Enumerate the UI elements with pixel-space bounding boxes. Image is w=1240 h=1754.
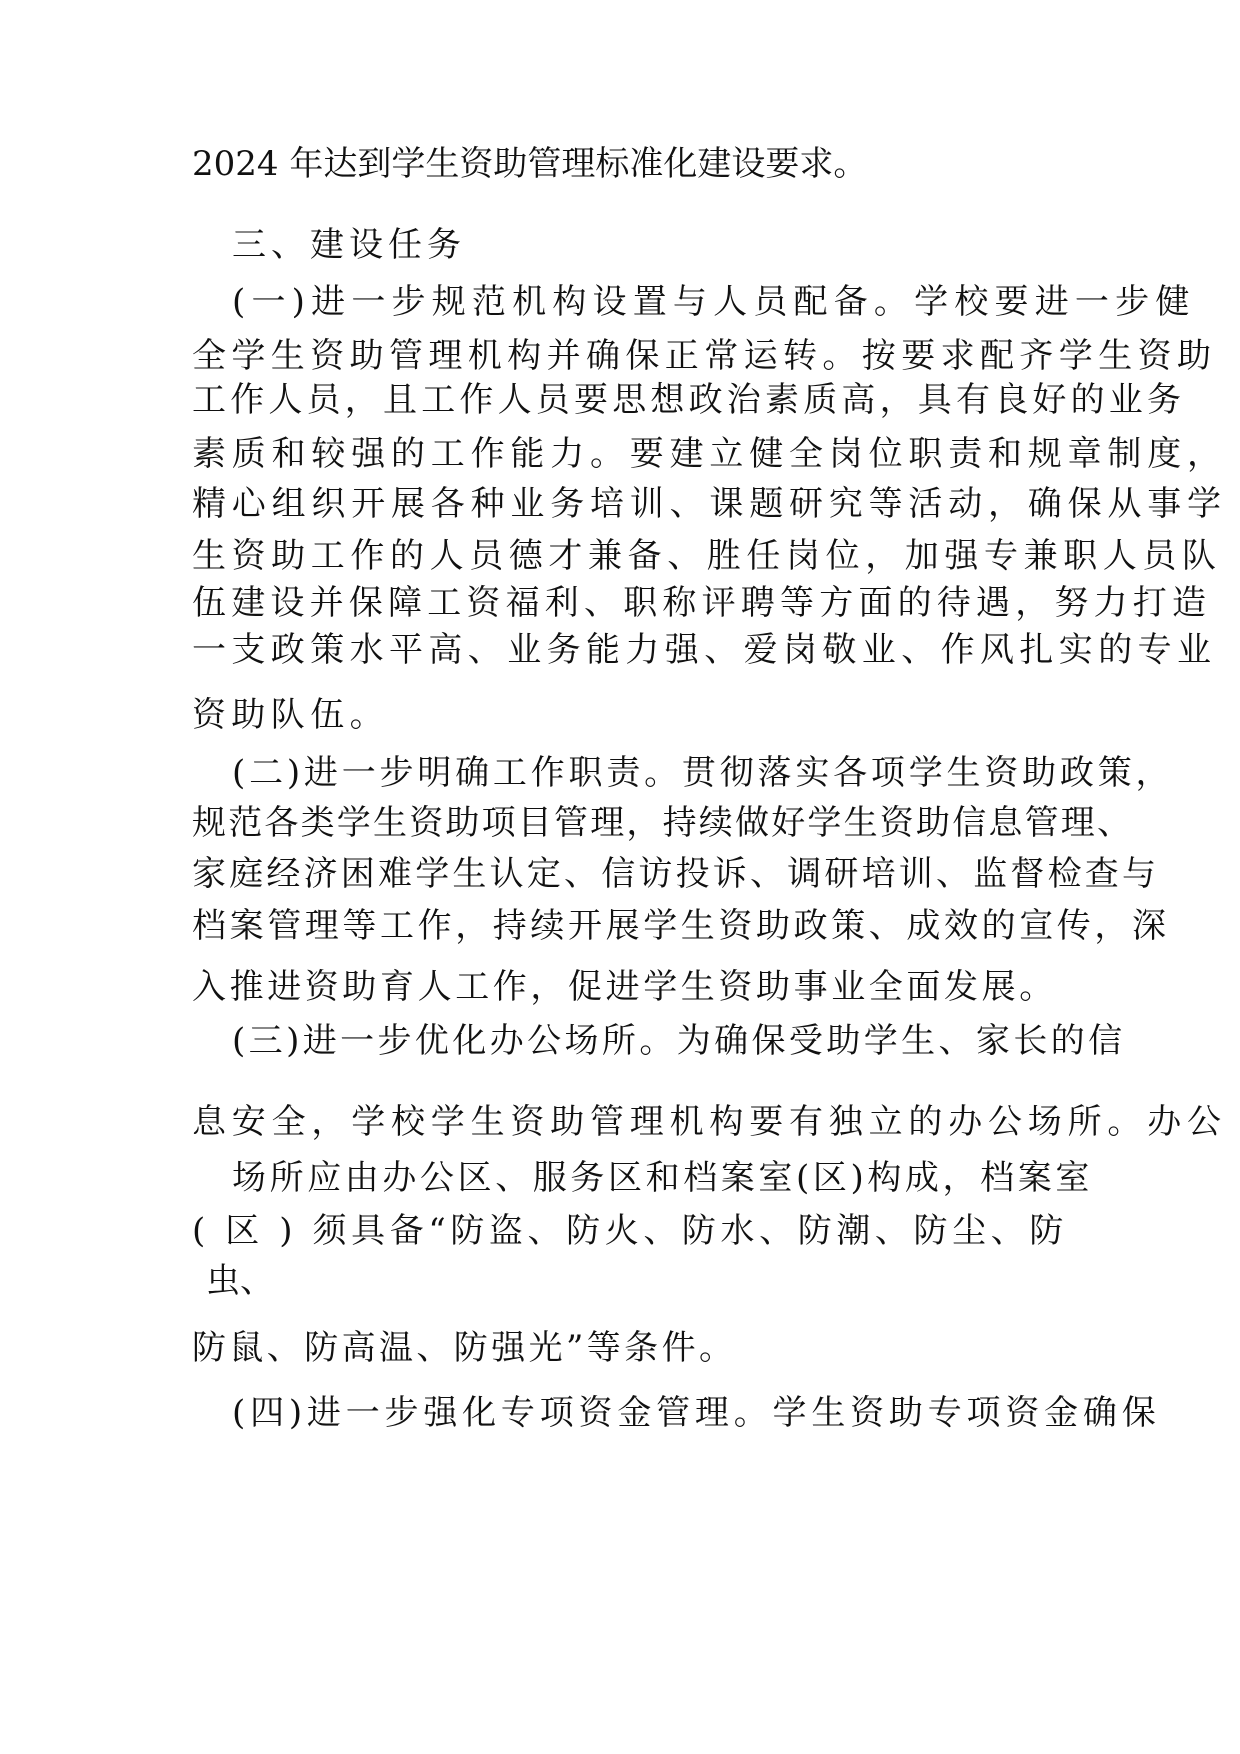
text-line-17: (三)进一步优化办公场所。为确保受助学生、家长的信 xyxy=(232,1021,1126,1061)
text-line-3: (一)进一步规范机构设置与人员配备。学校要进一步健 xyxy=(232,282,1196,322)
text-line-9: 伍建设并保障工资福利、职称评聘等方面的待遇，努力打造 xyxy=(192,583,1212,623)
section-heading: 三、建设任务 xyxy=(232,225,466,265)
text-line-13: 规范各类学生资助项目管理，持续做好学生资助信息管理、 xyxy=(192,803,1134,843)
text-line-1: 2024 年达到学生资助管理标准化建设要求。 xyxy=(192,144,868,184)
text-line-6: 素质和较强的工作能力。要建立健全岗位职责和规章制度， xyxy=(192,434,1227,474)
text-line-14: 家庭经济困难学生认定、信访投诉、调研培训、监督检查与 xyxy=(192,854,1160,894)
text-line-8: 生资助工作的人员德才兼备、胜任岗位，加强专兼职人员队 xyxy=(192,536,1222,576)
text-line-16: 入推进资助育人工作，促进学生资助事业全面发展。 xyxy=(192,967,1057,1007)
text-line-10: 一支政策水平高、业务能力强、爱岗敬业、作风扎实的专业 xyxy=(192,630,1217,670)
text-line-21: 虫、 xyxy=(206,1261,274,1301)
text-line-12: (二)进一步明确工作职责。贯彻落实各项学生资助政策， xyxy=(232,753,1174,793)
text-line-4: 全学生资助管理机构并确保正常运转。按要求配齐学生资助 xyxy=(192,336,1217,376)
text-line-11: 资助队伍。 xyxy=(192,695,389,735)
text-line-15: 档案管理等工作，持续开展学生资助政策、成效的宣传，深 xyxy=(192,906,1170,946)
text-line-22: 防鼠、防高温、防强光”等条件。 xyxy=(192,1328,737,1368)
text-line-7: 精心组织开展各种业务培训、课题研究等活动，确保从事学 xyxy=(192,484,1227,524)
text-line-23: (四)进一步强化专项资金管理。学生资助专项资金确保 xyxy=(232,1393,1161,1433)
text-line-18: 息安全，学校学生资助管理机构要有独立的办公场所。办公 xyxy=(192,1102,1227,1142)
text-line-19: 场所应由办公区、服务区和档案室(区)构成，档案室 xyxy=(232,1158,1093,1198)
text-line-20: ( 区 ) 须具备“防盗、防火、防水、防潮、防尘、防 xyxy=(192,1211,1068,1251)
text-line-5: 工作人员，且工作人员要思想政治素质高，具有良好的业务 xyxy=(192,380,1186,420)
